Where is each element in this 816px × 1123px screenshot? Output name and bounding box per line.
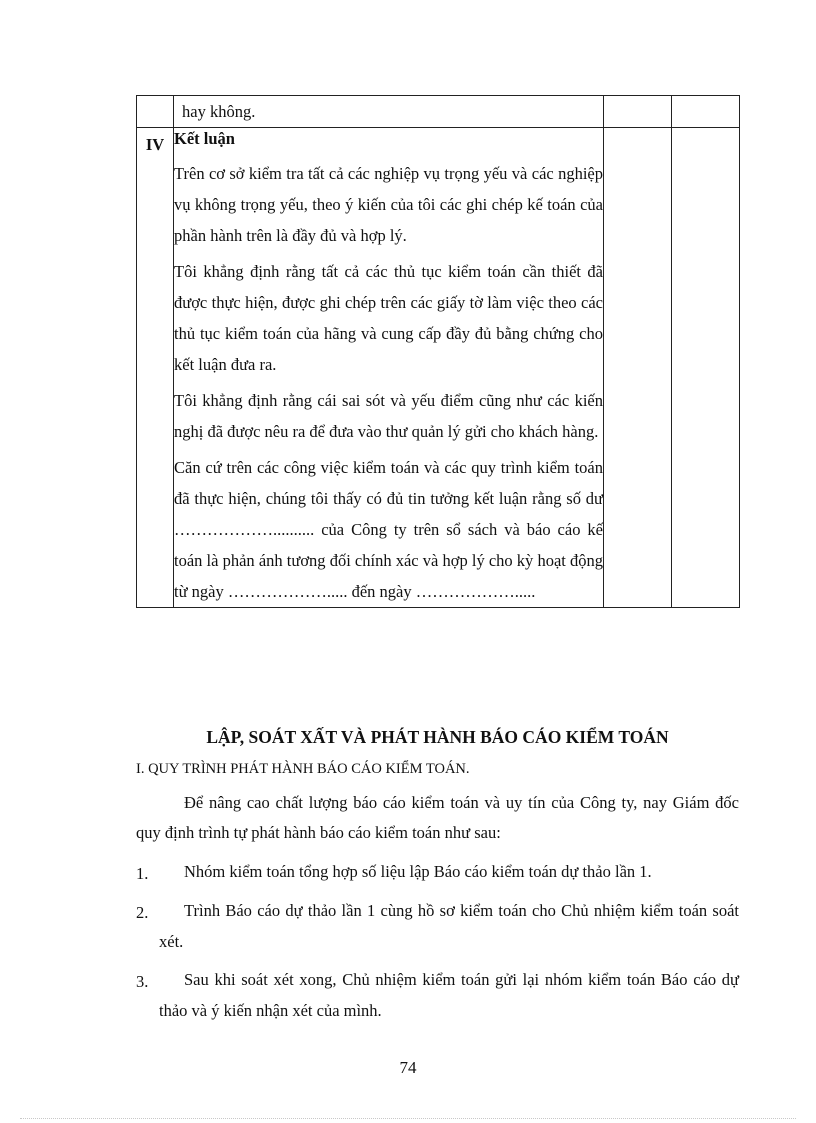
list-item (136, 895, 739, 957)
section-title: LẬP, SOÁT XẤT VÀ PHÁT HÀNH BÁO CÁO KIỂM TOÁN (206, 727, 669, 747)
audit-checklist-table (136, 95, 740, 608)
row-content-cell (174, 128, 604, 608)
list-item-text: Sau khi soát xét xong, Chủ nhiệm kiểm toán gửi lại nhóm kiểm toán Báo cáo dự thảo và ý kiến nhận xét của mình. (159, 970, 739, 1020)
list-item-text: Trình Báo cáo dự thảo lần 1 cùng hồ sơ kiểm toán cho Chủ nhiệm kiểm toán soát xét. (159, 901, 739, 951)
check-column-a (604, 128, 672, 608)
continuation-text: hay không. (182, 102, 256, 121)
page-number: 74 (399, 1058, 417, 1077)
list-item-number: 2. (136, 903, 149, 922)
list-item-text: Nhóm kiểm toán tổng hợp số liệu lập Báo cáo kiểm toán dự thảo lần 1. (184, 862, 652, 881)
list-item (136, 856, 739, 887)
section-subtitle: I. QUY TRÌNH PHÁT HÀNH BÁO CÁO KIỂM TOÁN. (136, 761, 470, 777)
row-number-cell (137, 96, 174, 128)
conclusion-paragraph: Trên cơ sở kiểm tra tất cả các nghiệp vụ trọng yếu và các nghiệp vụ không trọng yếu, theo ý kiến của tôi các ghi chép kế toán của phần hành trên là đầy đủ và hợp lý. (174, 164, 603, 245)
row-content-cell (174, 96, 604, 128)
list-item-number: 1. (136, 864, 149, 883)
check-column-b (672, 96, 740, 128)
check-column-b (672, 128, 740, 608)
check-column-a (604, 96, 672, 128)
conclusion-heading: Kết luận (174, 129, 235, 148)
row-number: IV (145, 135, 165, 154)
conclusion-paragraph: Tôi khẳng định rằng tất cả các thủ tục kiểm toán cần thiết đã được thực hiện, được ghi chép trên các giấy tờ làm việc theo các thủ tục kiểm toán của hãng và cung cấp đầy đủ bằng chứng cho kết luận đưa ra. (174, 262, 603, 374)
list-item-number: 3. (136, 972, 149, 991)
list-item (136, 964, 739, 1026)
table-row-conclusion (137, 128, 740, 608)
intro-paragraph: Để nâng cao chất lượng báo cáo kiểm toán và uy tín của Công ty, nay Giám đốc quy định trình tự phát hành báo cáo kiểm toán như sau: (136, 793, 739, 842)
conclusion-paragraph: Căn cứ trên các công việc kiểm toán và các quy trình kiểm toán đã thực hiện, chúng tôi thấy có đủ tin tưởng kết luận rằng số dư ……………….......... của Công ty trên sổ sách và báo cáo kế toán là phản ánh tương đối chính xác và hợp lý cho kỳ hoạt động từ ngày ………………..... đến ngày ………………..... (174, 458, 603, 601)
conclusion-paragraph: Tôi khẳng định rằng cái sai sót và yếu điểm cũng như các kiến nghị đã được nêu ra để đưa vào thư quản lý gửi cho khách hàng. (174, 391, 603, 441)
row-number-cell (137, 128, 174, 608)
page-bottom-divider (20, 1118, 796, 1119)
table-row-continuation (137, 96, 740, 128)
